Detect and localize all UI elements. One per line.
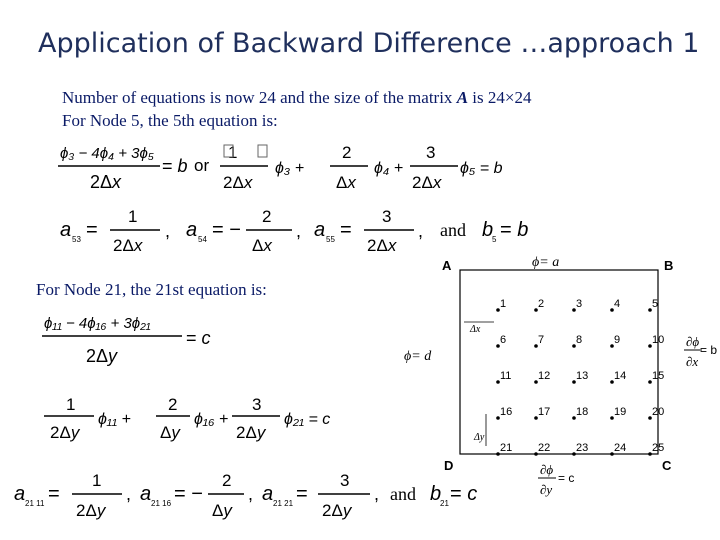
svg-text:21: 21 (440, 499, 449, 508)
corner-a: A (442, 258, 452, 273)
grid-node-label-23: 23 (576, 442, 589, 454)
svg-text:,: , (296, 221, 302, 241)
domain-boundary (460, 270, 658, 454)
grid-node-label-15: 15 (652, 370, 665, 382)
left-boundary-condition: ϕ= d (404, 349, 432, 364)
grid-nodes (496, 298, 664, 456)
grid-node-label-14: 14 (614, 370, 627, 382)
svg-text:a: a (14, 483, 26, 505)
grid-node-label-12: 12 (538, 370, 551, 382)
node21-coefficient-form (44, 395, 330, 442)
svg-text:∂ϕ: ∂ϕ (540, 462, 554, 477)
or-word: or (194, 156, 210, 175)
matrix-size-text-pre: Number of equations is now 24 and the size of the matrix (62, 88, 457, 107)
grid-node-label-18: 18 (576, 406, 589, 418)
svg-text:=: = (48, 483, 60, 505)
svg-text:= c: = c (558, 471, 575, 485)
grid-diagram (404, 255, 717, 497)
svg-text:5: 5 (492, 235, 497, 244)
and-word-1: and (440, 220, 466, 240)
svg-text:ϕ₃ +: ϕ₃ + (275, 160, 305, 177)
svg-text:ϕ₃ − 4ϕ₄ + 3ϕ₅: ϕ₃ − 4ϕ₄ + 3ϕ₅ (60, 145, 154, 162)
svg-text:=: = (296, 483, 308, 505)
coef-1: 1 (228, 143, 238, 162)
node5-intro: For Node 5, the 5th equation is: (62, 111, 278, 130)
grid-node-label-3: 3 (576, 298, 583, 310)
grid-node-label-10: 10 (652, 334, 665, 346)
grid-node-label-7: 7 (538, 334, 545, 346)
svg-text:1: 1 (66, 395, 76, 414)
svg-text:∂y: ∂y (540, 482, 553, 497)
svg-text:2: 2 (168, 395, 178, 414)
svg-text:Δx: Δx (336, 173, 356, 192)
svg-text:2Δx: 2Δx (367, 236, 397, 255)
svg-text:∂ϕ: ∂ϕ (686, 334, 700, 349)
svg-text:2Δy: 2Δy (76, 501, 106, 520)
grid-node-label-9: 9 (614, 334, 621, 346)
corner-c: C (662, 458, 672, 473)
svg-text:21 21: 21 21 (273, 499, 294, 508)
grid-node-label-2: 2 (538, 298, 545, 310)
svg-text:2Δy: 2Δy (50, 423, 80, 442)
node21-intro: For Node 21, the 21st equation is: (36, 280, 267, 299)
svg-text:2: 2 (222, 471, 232, 490)
svg-text:3: 3 (340, 471, 350, 490)
svg-text:Δx: Δx (470, 324, 481, 335)
top-boundary-condition: ϕ= a (532, 255, 560, 270)
svg-text:55: 55 (326, 235, 335, 244)
svg-text:= b: = b (162, 156, 188, 176)
svg-text:ϕ₁₁ +: ϕ₁₁ + (98, 411, 131, 428)
grid-node-label-8: 8 (576, 334, 583, 346)
svg-text:a: a (314, 219, 326, 241)
node5-difference-equation (58, 145, 209, 192)
grid-node-label-6: 6 (500, 334, 507, 346)
svg-text:ϕ₁₆ +: ϕ₁₆ + (194, 411, 229, 428)
svg-text:1: 1 (128, 207, 138, 226)
matrix-symbol: A (456, 88, 469, 107)
right-boundary-condition (684, 334, 717, 369)
grid-node-label-16: 16 (500, 406, 513, 418)
grid-node-label-13: 13 (576, 370, 589, 382)
svg-text:Δy: Δy (212, 501, 232, 520)
svg-text:,: , (374, 484, 380, 504)
svg-text:= c: = c (450, 483, 478, 505)
svg-text:2Δx: 2Δx (412, 173, 442, 192)
svg-text:∂x: ∂x (686, 354, 699, 369)
svg-text:1: 1 (92, 471, 102, 490)
node21-difference-equation (42, 315, 211, 366)
grid-node-label-4: 4 (614, 298, 621, 310)
grid-node-label-1: 1 (500, 298, 507, 310)
and-word-2: and (390, 484, 416, 504)
corner-b: B (664, 258, 674, 273)
coef-3: 3 (426, 143, 436, 162)
svg-text:= −: = − (174, 483, 203, 505)
matrix-size-text-post: is 24×24 (468, 88, 532, 107)
bottom-boundary-condition (538, 462, 574, 497)
svg-text:2Δx: 2Δx (113, 236, 143, 255)
svg-text:,: , (126, 484, 132, 504)
node5-coefficient-form (220, 143, 503, 192)
grid-node-label-11: 11 (500, 370, 512, 382)
svg-text:Δx: Δx (252, 236, 272, 255)
svg-text:3: 3 (382, 207, 392, 226)
svg-text:ϕ₂₁ = c: ϕ₂₁ = c (284, 411, 331, 428)
dx-marker (464, 322, 494, 335)
svg-text:54: 54 (198, 235, 207, 244)
svg-text:=: = (340, 219, 352, 241)
svg-text:2Δx: 2Δx (90, 172, 122, 192)
svg-text:a: a (186, 219, 198, 241)
svg-text:,: , (248, 484, 254, 504)
svg-text:a: a (140, 483, 152, 505)
grid-node-label-24: 24 (614, 442, 627, 454)
grid-node-label-17: 17 (538, 406, 551, 418)
svg-text:2Δy: 2Δy (86, 346, 118, 366)
svg-text:3: 3 (252, 395, 262, 414)
svg-text:a: a (60, 219, 72, 241)
svg-text:=: = (86, 219, 98, 241)
grid-node-label-5: 5 (652, 298, 659, 310)
grid-node-label-22: 22 (538, 442, 551, 454)
svg-text:ϕ₁₁ − 4ϕ₁₆ + 3ϕ₂₁: ϕ₁₁ − 4ϕ₁₆ + 3ϕ₂₁ (44, 315, 151, 332)
svg-text:ϕ₄ +: ϕ₄ + (374, 160, 404, 177)
coef-2: 2 (342, 143, 352, 162)
svg-text:b: b (482, 219, 494, 241)
svg-text:Δy: Δy (160, 423, 180, 442)
svg-text:2Δx: 2Δx (223, 173, 253, 192)
svg-text:2Δy: 2Δy (322, 501, 352, 520)
svg-text:= c: = c (186, 328, 211, 348)
grid-node-label-19: 19 (614, 406, 627, 418)
dy-marker (473, 414, 486, 446)
svg-text:b: b (430, 483, 442, 505)
svg-text:= b: = b (500, 219, 529, 241)
svg-text:a: a (262, 483, 274, 505)
svg-text:,: , (165, 221, 171, 241)
corner-d: D (444, 458, 454, 473)
svg-text:21 16: 21 16 (151, 499, 172, 508)
svg-text:53: 53 (72, 235, 81, 244)
svg-text:2: 2 (262, 207, 272, 226)
svg-text:= b: = b (700, 343, 718, 357)
svg-text:ϕ₅ = b: ϕ₅ = b (460, 160, 503, 177)
svg-text:= −: = − (212, 219, 241, 241)
svg-text:21 11: 21 11 (25, 499, 45, 508)
slide-title: Application of Backward Difference …approach 1 (38, 28, 700, 59)
grid-node-label-21: 21 (500, 442, 513, 454)
svg-text:,: , (418, 221, 424, 241)
grid-node-label-20: 20 (652, 406, 665, 418)
svg-text:Δy: Δy (474, 432, 485, 443)
svg-text:2Δy: 2Δy (236, 423, 266, 442)
grid-node-label-25: 25 (652, 442, 665, 454)
node21-matrix-coefficients (14, 471, 477, 520)
node5-matrix-coefficients (60, 207, 528, 255)
